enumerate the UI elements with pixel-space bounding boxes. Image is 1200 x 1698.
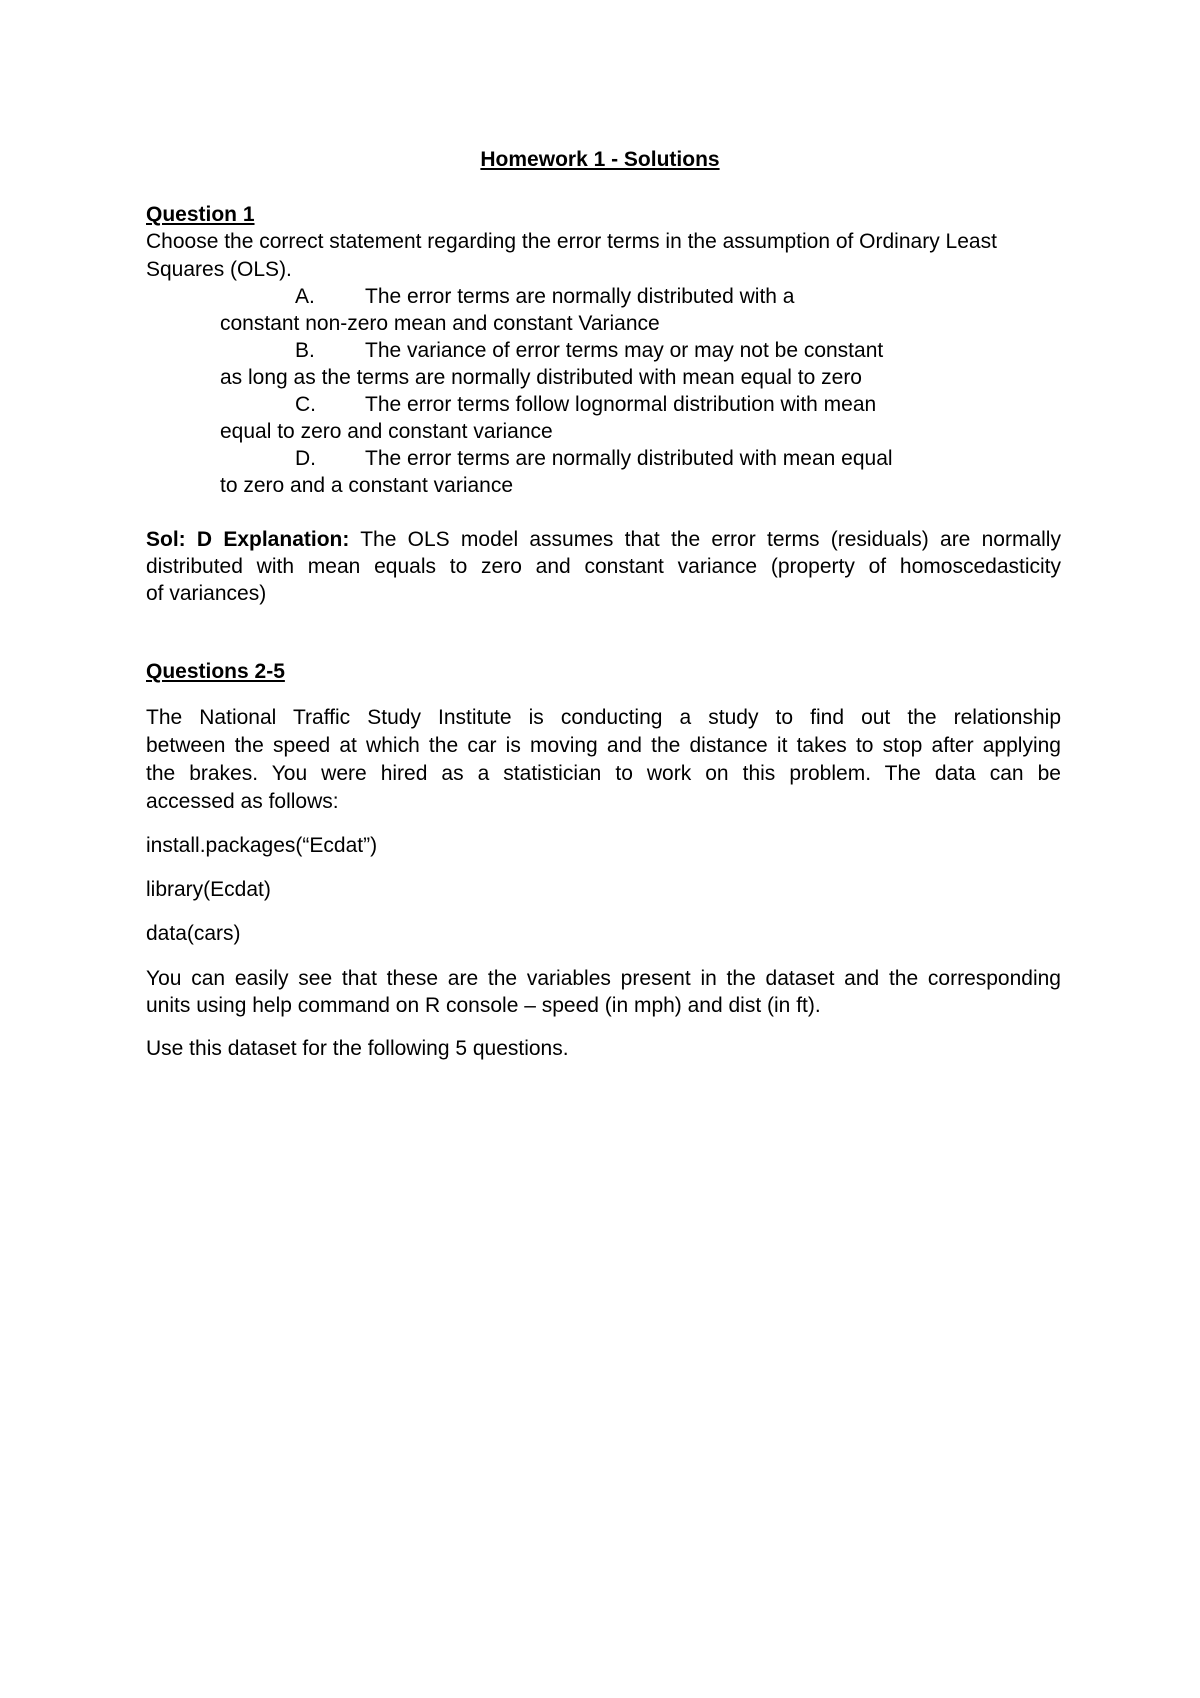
option-d-letter: D. (295, 447, 316, 470)
option-a-text-line-2: constant non-zero mean and constant Variance (220, 312, 660, 335)
variables-paragraph-line-1: You can easily see that these are the variables present in the dataset and the corresponding (146, 967, 1061, 990)
intro-paragraph-line-3: the brakes. You were hired as a statistician to work on this problem. The data can be (146, 762, 1061, 785)
option-c-text-line-1: The error terms follow lognormal distribution with mean (365, 393, 877, 416)
solution-text-line-3: of variances) (146, 582, 267, 605)
option-c-text-line-2: equal to zero and constant variance (220, 420, 553, 443)
question-1-heading: Question 1 (146, 203, 255, 226)
option-d-text-line-1: The error terms are normally distributed with mean equal (365, 447, 893, 470)
option-a-text-line-1: The error terms are normally distributed with a (365, 285, 795, 308)
intro-paragraph-line-2: between the speed at which the car is moving and the distance it takes to stop after applying (146, 734, 1061, 757)
questions-2-5-heading: Questions 2-5 (146, 660, 285, 683)
solution-text-line-1: The OLS model assumes that the error terms (residuals) are normally (360, 528, 1061, 551)
option-b-text-line-2: as long as the terms are normally distributed with mean equal to zero (220, 366, 862, 389)
option-b-text-line-1: The variance of error terms may or may not be constant (365, 339, 884, 362)
intro-paragraph-line-1: The National Traffic Study Institute is conducting a study to find out the relationship (146, 706, 1061, 729)
code-library: library(Ecdat) (146, 878, 271, 901)
intro-paragraph-line-4: accessed as follows: (146, 790, 339, 813)
solution-line-1 (146, 525, 1061, 554)
code-data: data(cars) (146, 922, 241, 945)
question-1-prompt-line-2: Squares (OLS). (146, 258, 292, 281)
variables-paragraph-line-2: units using help command on R console – speed (in mph) and dist (in ft). (146, 994, 821, 1017)
solution-text-line-2: distributed with mean equals to zero and constant variance (property of homoscedasticity (146, 555, 1061, 578)
usage-note: Use this dataset for the following 5 questions. (146, 1037, 569, 1060)
option-c-letter: C. (295, 393, 316, 416)
question-1-prompt-line-1: Choose the correct statement regarding the error terms in the assumption of Ordinary Least (146, 230, 997, 253)
page-title: Homework 1 - Solutions (480, 148, 720, 171)
code-install-packages: install.packages(“Ecdat”) (146, 834, 378, 857)
option-b-letter: B. (295, 339, 315, 362)
option-d-text-line-2: to zero and a constant variance (220, 474, 514, 497)
option-a-letter: A. (295, 285, 315, 308)
solution-label: Sol: D Explanation: (146, 528, 350, 551)
